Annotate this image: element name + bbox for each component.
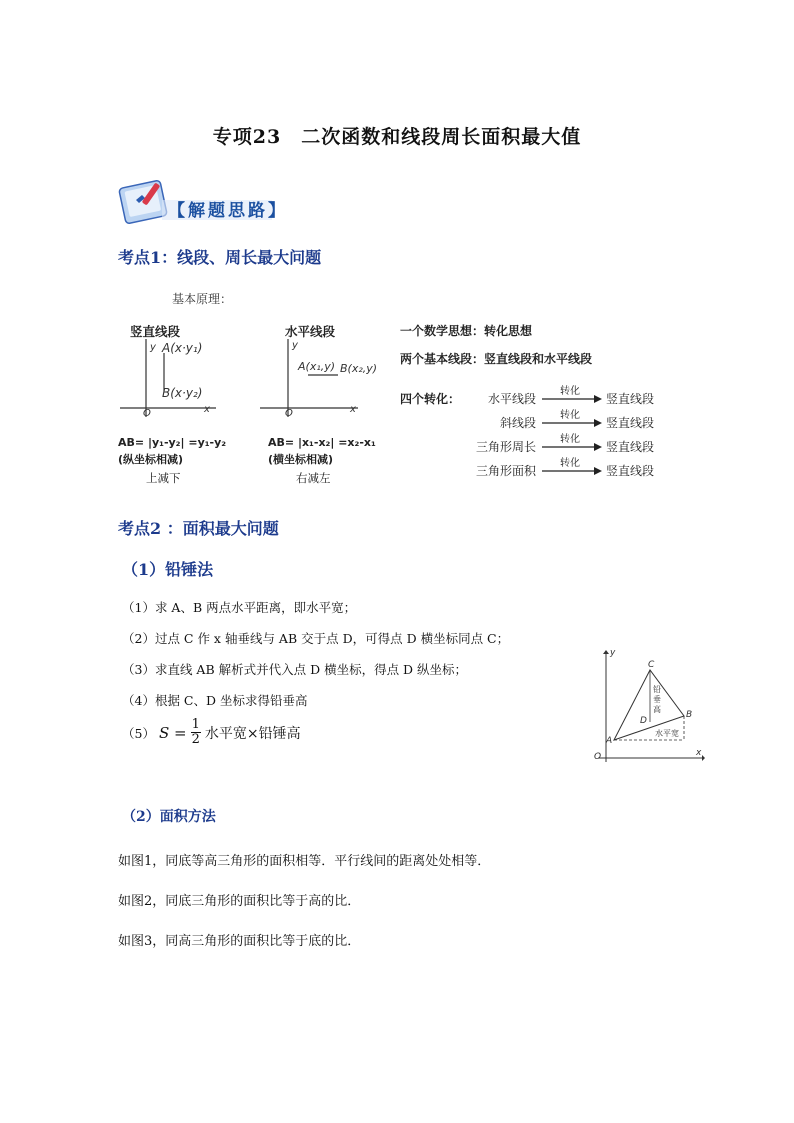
conversion-list: [400, 388, 700, 488]
right-arrow-icon: [542, 442, 602, 452]
vertical-point-b: B(x·y₂): [162, 386, 203, 400]
vertical-formula: AB= |y₁-y₂| =y₁-y₂: [118, 436, 227, 449]
page-title: 专项23 二次函数和线段周长面积最大值: [212, 126, 582, 148]
horizontal-x-label: x: [350, 404, 356, 415]
fig2-y-label: y: [610, 648, 616, 658]
fig1-principle: 基本原理：: [172, 292, 233, 306]
fig2-point-a: A: [606, 736, 613, 746]
method1-step: （1）求 A、B 两点水平距离，即水平宽；: [122, 600, 357, 615]
conversion-from: 三角形面积: [475, 464, 536, 478]
fig2-x-label: x: [696, 748, 702, 758]
method1-heading: （1）铅锤法: [122, 560, 214, 579]
vertical-y-label: y: [150, 342, 156, 353]
vertical-title: 竖直线段: [130, 324, 181, 339]
step5-fraction: [191, 718, 201, 747]
horizontal-point-a: A(x₁,y): [298, 360, 336, 373]
method1-step5: [122, 718, 301, 747]
fig2-point-c: C: [648, 660, 655, 670]
step5-s: S =: [158, 723, 187, 742]
kp1-heading: 考点1：线段、周长最大问题: [118, 248, 322, 267]
conversion-from: 水平线段: [487, 392, 536, 406]
kp2-heading: 考点2 ：面积最大问题: [118, 519, 279, 538]
conversion-to: 竖直线段: [606, 464, 655, 478]
fig2-vertical-label: 铅垂高: [653, 685, 661, 714]
horizontal-title: 水平线段: [285, 324, 336, 339]
plumb-method-diagram: [580, 650, 705, 765]
conversion-to: 竖直线段: [606, 416, 655, 430]
vertical-origin-label: O: [143, 408, 151, 419]
conversion-arrow-label: 转化: [560, 458, 580, 469]
conversion-from: 三角形周长: [475, 440, 536, 454]
vertical-mnemonic: 上减下: [146, 471, 181, 485]
horizontal-point-b: B(x₂,y): [340, 362, 378, 375]
horizontal-y-label: y: [292, 340, 298, 351]
method2-heading: （2）面积方法: [122, 809, 216, 825]
horizontal-origin-label: O: [285, 408, 293, 419]
horizontal-formula: AB= |x₁-x₂| =x₂-x₁: [268, 436, 376, 449]
conversion-to: 竖直线段: [606, 440, 655, 454]
vertical-x-label: x: [204, 404, 210, 415]
horizontal-note: (横坐标相减): [268, 453, 334, 466]
section-tag: 【解题思路】: [168, 201, 288, 221]
two-basic-segments: 两个基本线段：竖直线段和水平线段: [400, 352, 593, 366]
fig2-point-d: D: [640, 716, 647, 726]
vertical-note: (纵坐标相减): [118, 453, 184, 466]
fig2-origin-label: O: [594, 752, 602, 762]
horizontal-mnemonic: 右减左: [296, 471, 331, 485]
fraction-numerator: 1: [191, 717, 200, 732]
method2-line: 如图2，同底三角形的面积比等于高的比．: [118, 894, 361, 909]
conversion-from: 斜线段: [499, 416, 536, 430]
conversion-arrow-label: 转化: [560, 410, 580, 421]
vertical-point-a: A(x·y₁): [162, 341, 203, 355]
method2-line: 如图3，同高三角形的面积比等于底的比．: [118, 934, 361, 949]
conversion-to: 竖直线段: [606, 392, 655, 406]
right-arrow-icon: [542, 418, 602, 428]
method2-line: 如图1，同底等高三角形的面积相等．平行线间的距离处处相等．: [118, 854, 491, 869]
right-arrow-icon: [542, 466, 602, 476]
math-idea: 一个数学思想：转化思想: [400, 324, 533, 338]
step5-rest: 水平宽×铅锤高: [204, 725, 301, 742]
method1-step: （2）过点 C 作 x 轴垂线与 AB 交于点 D，可得点 D 横坐标同点 C；: [122, 631, 510, 646]
conversion-arrow-label: 转化: [560, 386, 580, 397]
method1-step: （3）求直线 AB 解析式并代入点 D 横坐标，得点 D 纵坐标；: [122, 662, 468, 677]
method1-step: （4）根据 C、D 坐标求得铅垂高: [122, 693, 308, 708]
step5-prefix: （5）: [122, 725, 155, 741]
right-arrow-icon: [542, 394, 602, 404]
fig2-horizontal-label: 水平宽: [655, 729, 679, 738]
fraction-denominator: 2: [191, 732, 200, 747]
conversion-arrow-label: 转化: [560, 434, 580, 445]
four-conversions-label: 四个转化：: [400, 392, 461, 406]
fig2-point-b: B: [686, 710, 693, 720]
